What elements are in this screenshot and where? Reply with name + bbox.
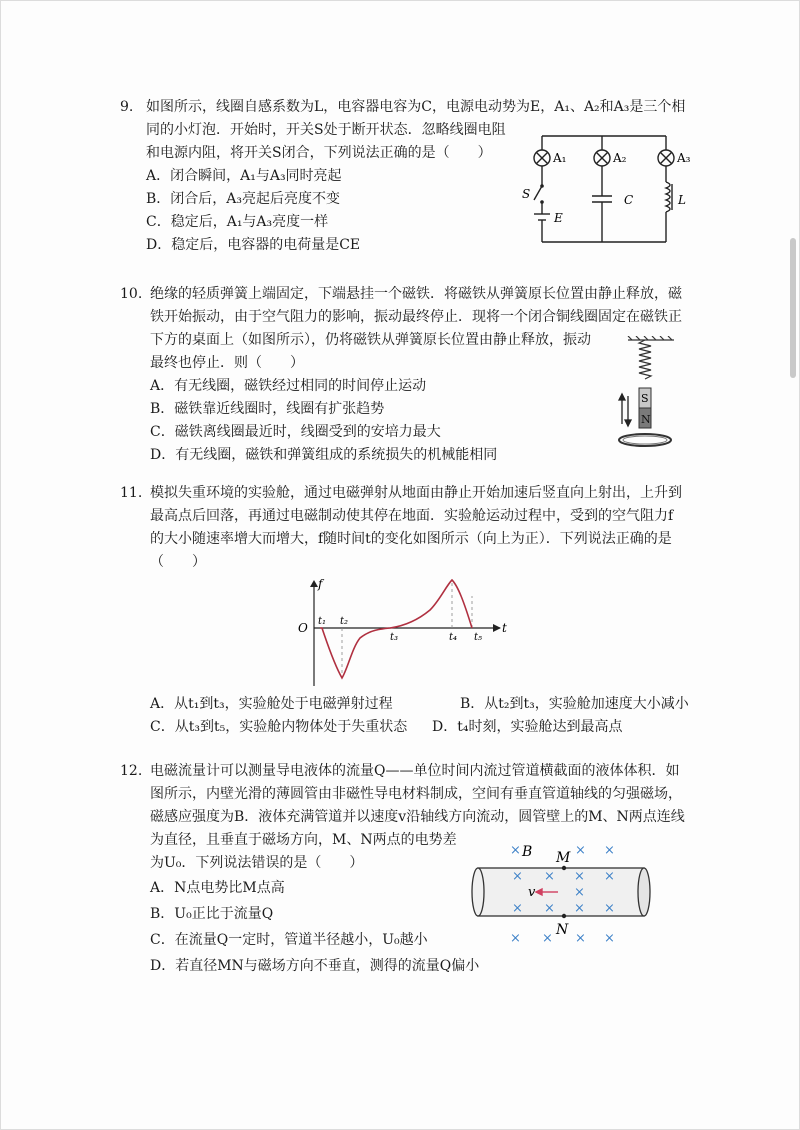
question-text: 下方的桌面上（如图所示），仍将磁铁从弹簧原长位置由静止释放，振动 (150, 332, 591, 348)
label-m: M (556, 850, 571, 866)
scrollbar[interactable] (790, 238, 796, 378)
label-a3: A₃ (677, 151, 691, 165)
option-c: C．稳定后，A₁与A₃亮度一样 (146, 214, 329, 230)
question-text: 和电源内阻，将开关S闭合，下列说法正确的是（ ） (146, 145, 492, 161)
option-a: A．有无线圈，磁铁经过相同的时间停止运动 (150, 378, 427, 394)
label-s: S (522, 187, 531, 201)
label-n: N (641, 413, 651, 426)
circuit-diagram (520, 130, 700, 250)
question-text: 最终也停止．则（ ） (150, 355, 304, 371)
option-a: A．N点电势比M点高 (150, 880, 285, 896)
label-l: L (678, 193, 686, 207)
field-mark: × (604, 843, 615, 858)
question-number: 9. (120, 99, 134, 115)
pipe (478, 868, 644, 916)
tick-t3: t₃ (390, 632, 399, 643)
option-a: A．从t₁到t₃，实验舱处于电磁弹射过程 (150, 696, 393, 712)
option-c: C．在流量Q一定时，管道半径越小，U₀越小 (150, 932, 428, 948)
flowmeter-diagram (470, 838, 660, 950)
field-mark: × (542, 931, 553, 946)
question-text: 同的小灯泡．开始时，开关S处于断开状态．忽略线圈电阻 (146, 122, 506, 138)
question-text: 最高点后回落，再通过电磁制动使其停在地面．实验舱运动过程中，受到的空气阻力f (150, 508, 674, 524)
origin-label: O (298, 621, 308, 635)
f-t-graph (294, 574, 514, 690)
spring-magnet-diagram (608, 336, 688, 456)
question-text: 的大小随速率增大而增大，f随时间t的变化如图所示（向上为正）．下列说法正确的是 (150, 531, 672, 547)
label-n: N (556, 922, 569, 938)
question-text: 如图所示，线圈自感系数为L，电容器电容为C，电源电动势为E，A₁、A₂和A₃是三个相 (146, 99, 686, 115)
question-text: 铁开始振动，由于空气阻力的影响，振动最终停止．现将一个闭合铜线圈固定在磁铁正 (150, 309, 682, 325)
field-mark: × (574, 901, 585, 916)
label-a2: A₂ (613, 151, 627, 165)
option-b: B．U₀正比于流量Q (150, 906, 274, 922)
field-mark: × (574, 885, 585, 900)
f-curve (320, 580, 472, 678)
field-mark: × (510, 843, 521, 858)
option-c: C．磁铁离线圈最近时，线圈受到的安培力最大 (150, 424, 441, 440)
question-text: 图所示，内壁光滑的薄圆管由非磁性导电材料制成，空间有垂直管道轴线的匀强磁场， (150, 786, 682, 802)
field-mark: × (544, 901, 555, 916)
question-text: 为直径，且垂直于磁场方向，M、N两点的电势差 (150, 832, 457, 848)
field-mark: × (512, 869, 523, 884)
field-mark: × (604, 931, 615, 946)
field-mark: × (510, 931, 521, 946)
question-10 (120, 283, 682, 467)
question-text: 磁感应强度为B．液体充满管道并以速度v沿轴线方向流动，圆管壁上的M、N两点连线 (150, 809, 685, 825)
tick-t4: t₄ (449, 632, 458, 643)
option-d: D．若直径MN与磁场方向不垂直，测得的流量Q偏小 (150, 958, 480, 974)
field-mark: × (604, 869, 615, 884)
field-mark: × (575, 843, 586, 858)
option-c: C．从t₃到t₅，实验舱内物体处于失重状态 (150, 719, 408, 735)
label-e: E (554, 211, 563, 225)
option-a: A．闭合瞬间，A₁与A₃同时亮起 (146, 168, 342, 184)
axis-label-t: t (502, 621, 507, 635)
field-mark: × (575, 931, 586, 946)
field-mark: × (512, 901, 523, 916)
tick-t1: t₁ (318, 616, 327, 627)
question-text: 为U₀．下列说法错误的是（ ） (150, 855, 364, 871)
question-text: 模拟失重环境的实验舱，通过电磁弹射从地面由静止开始加速后竖直向上射出，上升到 (150, 485, 682, 501)
question-text: 绝缘的轻质弹簧上端固定，下端悬挂一个磁铁．将磁铁从弹簧原长位置由静止释放，磁 (150, 286, 682, 302)
label-c: C (624, 193, 634, 207)
label-v: v (528, 885, 536, 900)
axis-label-f: f (318, 577, 323, 591)
tick-t2: t₂ (340, 616, 349, 627)
question-text: 电磁流量计可以测量导电液体的流量Q——单位时间内流过管道横截面的液体体积．如 (150, 763, 680, 779)
field-mark: × (604, 901, 615, 916)
option-d: D．有无线圈，磁铁和弹簧组成的系统损失的机械能相同 (150, 447, 498, 463)
label-a1: A₁ (553, 151, 567, 165)
option-d: D．稳定后，电容器的电荷量是CE (146, 237, 361, 253)
tick-t5: t₅ (474, 632, 483, 643)
question-text: （ ） (150, 554, 206, 570)
question-number: 12. (120, 763, 143, 779)
option-d: D．t₄时刻，实验舱达到最高点 (432, 719, 623, 735)
question-11 (120, 482, 682, 574)
question-number: 11. (120, 485, 143, 501)
label-s: S (641, 392, 649, 405)
question-number: 10. (120, 286, 143, 302)
option-b: B．从t₂到t₃，实验舱加速度大小减小 (460, 696, 689, 712)
field-mark: × (544, 869, 555, 884)
label-b: B (522, 844, 533, 860)
option-b: B．磁铁靠近线圈时，线圈有扩张趋势 (150, 401, 385, 417)
field-mark: × (574, 869, 585, 884)
option-b: B．闭合后，A₃亮起后亮度不变 (146, 191, 341, 207)
